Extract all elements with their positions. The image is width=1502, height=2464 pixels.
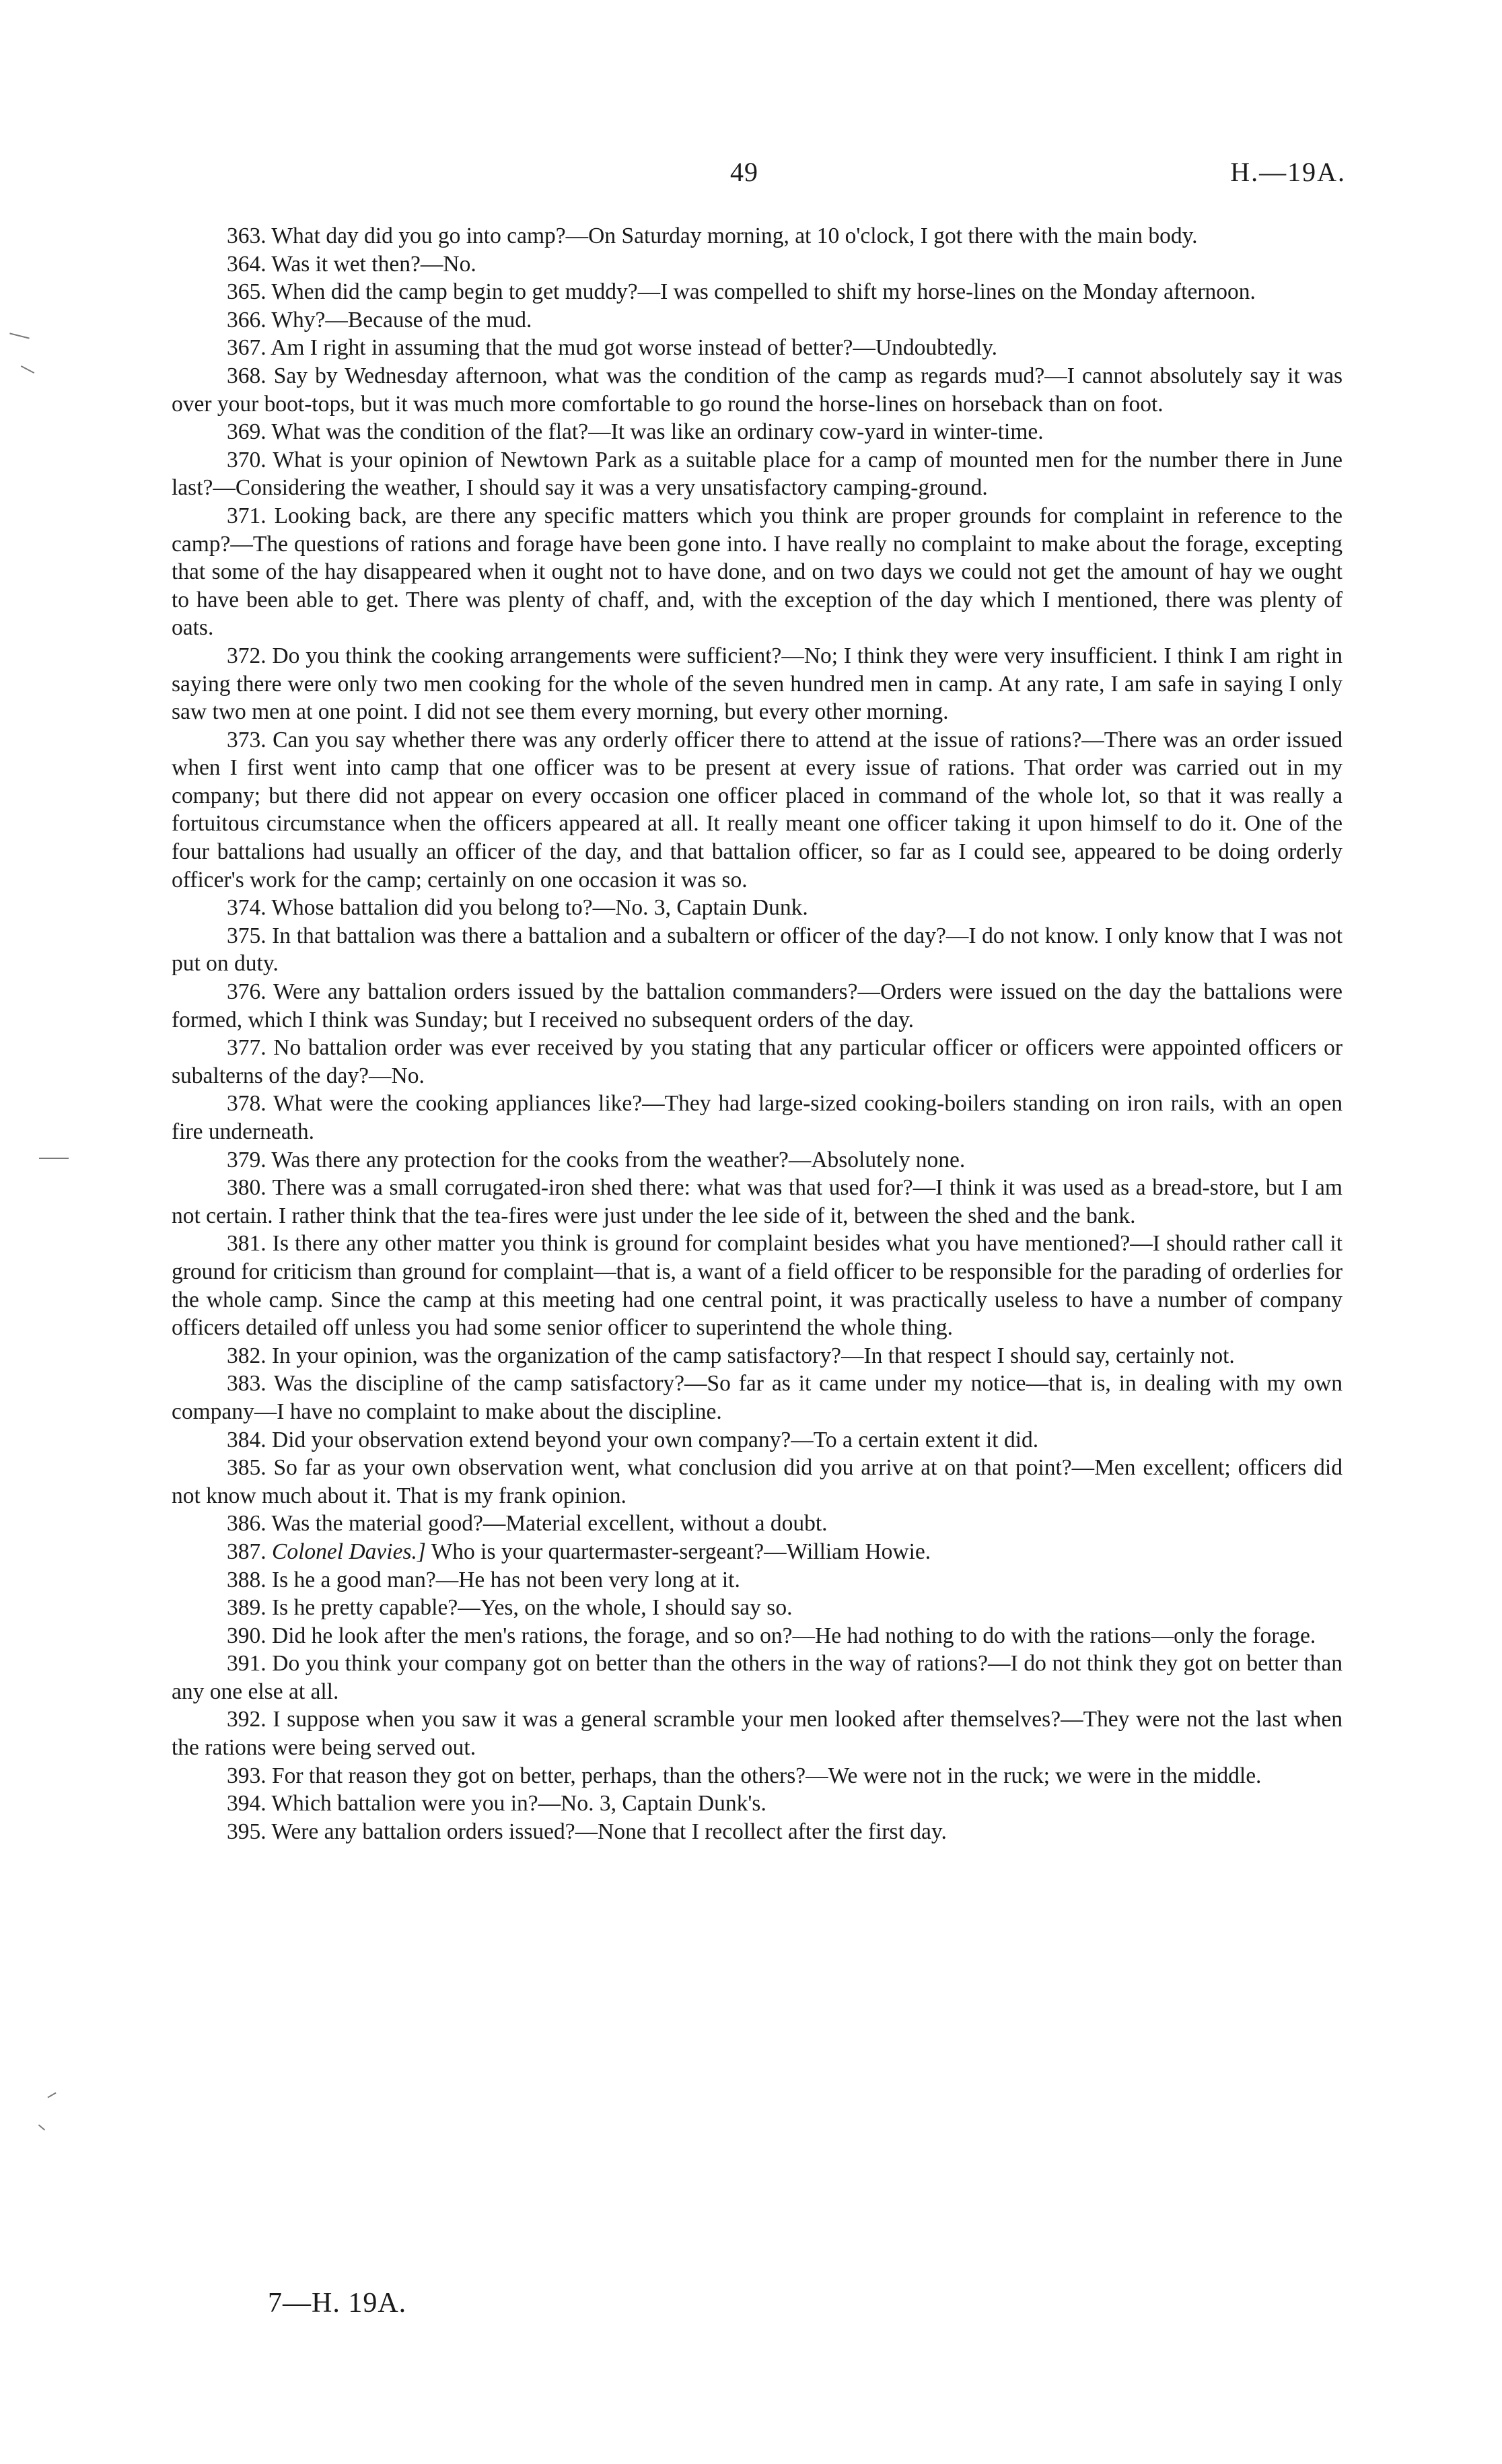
- margin-mark: [38, 2124, 45, 2130]
- question-paragraph: 363. What day did you go into camp?—On Saturday morning, at 10 o'clock, I got there with the main body.: [227, 223, 1198, 248]
- testimony-body: [172, 222, 1343, 1845]
- question-paragraph: 372. Do you think the cooking arrangements were sufficient?—No; I think they were very insufficient. I think I am right in saying there were only two men cooking for the whole of the seven hundred men in camp. At any rate, I am safe in saying I only saw two men at one point. I did not see them every morning, but every other morning.: [172, 643, 1343, 725]
- question-paragraph: 393. For that reason they got on better, perhaps, than the others?—We were not in the ruck; we were in the middle.: [227, 1763, 1262, 1788]
- question-paragraph: 368. Say by Wednesday afternoon, what was the condition of the camp as regards mud?—I cannot absolutely say it was over your boot-tops, but it was much more comfortable to go round the horse-lines on horseback than on foot.: [172, 363, 1343, 417]
- question-paragraph: 373. Can you say whether there was any orderly officer there to attend at the issue of rations?—There was an order issued when I first went into camp that one officer was to be present at every issue of rations. That order was carried out in my company; but there did not appear on every occasion one officer placed in command of the whole lot, so that it was really a fortuitous circumstance when the officers appeared at all. It really meant one officer taking it upon himself to do it. One of the four battalions had usually an officer of the day, and that battalion officer, so far as I could see, appeared to be doing orderly officer's work for the camp; certainly on one occasion it was so.: [172, 727, 1343, 892]
- question-paragraph: 379. Was there any protection for the cooks from the weather?—Absolutely none.: [227, 1147, 966, 1172]
- question-paragraph: 382. In your opinion, was the organization of the camp satisfactory?—In that respect I should say, certainly not.: [227, 1343, 1235, 1368]
- document-reference: H.—19A.: [1230, 157, 1346, 187]
- question-paragraph: 383. Was the discipline of the camp satisfactory?—So far as it came under my notice—that is, in dealing with my own company—I have no complaint to make about the discipline.: [172, 1371, 1343, 1424]
- question-paragraph: 370. What is your opinion of Newtown Park as a suitable place for a camp of mounted men for the number there in June last?—Considering the weather, I should say it was a very unsatisfactory camping-ground.: [172, 447, 1343, 501]
- question-text: Who is your quartermaster-sergeant?—William Howie.: [431, 1539, 931, 1564]
- question-paragraph: 377. No battalion order was ever received by you stating that any particular officer or officers were appointed officers or subalterns of the day?—No.: [172, 1035, 1343, 1088]
- margin-mark: [47, 2092, 56, 2099]
- question-paragraph: [172, 1538, 1343, 1566]
- question-paragraph: 365. When did the camp begin to get muddy?—I was compelled to shift my horse-lines on the Monday afternoon.: [227, 279, 1256, 305]
- question-paragraph: 367. Am I right in assuming that the mud got worse instead of better?—Undoubtedly.: [227, 335, 998, 361]
- question-paragraph: 386. Was the material good?—Material excellent, without a doubt.: [227, 1511, 828, 1537]
- question-paragraph: 395. Were any battalion orders issued?—None that I recollect after the first day.: [227, 1819, 947, 1844]
- question-paragraph: 369. What was the condition of the flat?—It was like an ordinary cow-yard in winter-time.: [227, 419, 1044, 445]
- question-paragraph: 385. So far as your own observation went, what conclusion did you arrive at on that point?—Men excellent; officers did not know much about it. That is my frank opinion.: [172, 1455, 1343, 1508]
- margin-mark: [39, 1158, 69, 1159]
- question-paragraph: 391. Do you think your company got on better than the others in the way of rations?—I do not think they got on better than any one else at all.: [172, 1651, 1343, 1704]
- question-paragraph: 364. Was it wet then?—No.: [227, 251, 476, 277]
- question-paragraph: 388. Is he a good man?—He has not been very long at it.: [227, 1567, 740, 1592]
- question-paragraph: 380. There was a small corrugated-iron shed there: what was that used for?—I think it was used as a bread-store, but I am not certain. I rather think that the tea-fires were just under the lee side of it, between the shed and the bank.: [172, 1175, 1343, 1228]
- page-number: 49: [730, 157, 758, 187]
- signature-reference: 7—H. 19A.: [268, 2288, 407, 2319]
- question-paragraph: 381. Is there any other matter you think is ground for complaint besides what you have mentioned?—I should rather call it ground for criticism than ground for complaint—that is, a want of a field officer to be responsible for the parading of orderlies for the whole camp. Since the camp at this meeting had one central point, it was practically useless to have a number of company officers detailed off unless you had some senior officer to superintend the whole thing.: [172, 1231, 1343, 1341]
- margin-mark: [9, 332, 30, 339]
- question-paragraph: 390. Did he look after the men's rations, the forage, and so on?—He had nothing to do with the rations—only the forage.: [227, 1623, 1316, 1648]
- question-paragraph: 392. I suppose when you saw it was a general scramble your men looked after themselves?—They were not the last when the rations were being served out.: [172, 1707, 1343, 1761]
- question-paragraph: 375. In that battalion was there a battalion and a subaltern or officer of the day?—I do not know. I only know that I was not put on duty.: [172, 923, 1343, 977]
- question-paragraph: 378. What were the cooking appliances like?—They had large-sized cooking-boilers standing on iron rails, with an open fire underneath.: [172, 1091, 1343, 1144]
- question-paragraph: 371. Looking back, are there any specific matters which you think are proper grounds for complaint in reference to the camp?—The questions of rations and forage have been gone into. I have really no complaint to make about the forage, excepting that some of the hay disappeared when it ought not to have done, and on two days we could not get the amount of hay we ought to have been able to get. There was plenty of chaff, and, with the exception of the day which I mentioned, there was plenty of oats.: [172, 503, 1343, 641]
- margin-mark: [21, 365, 34, 374]
- question-paragraph: 394. Which battalion were you in?—No. 3, Captain Dunk's.: [227, 1791, 766, 1817]
- question-number: 387.: [227, 1539, 266, 1564]
- speaker-name: Colonel Davies.]: [272, 1539, 426, 1564]
- question-paragraph: 376. Were any battalion orders issued by the battalion commanders?—Orders were issued on the day the battalions were formed, which I think was Sunday; but I received no subsequent orders of the day.: [172, 979, 1343, 1032]
- question-paragraph: 366. Why?—Because of the mud.: [227, 307, 532, 332]
- question-paragraph: 384. Did your observation extend beyond your own company?—To a certain extent it did.: [227, 1427, 1039, 1452]
- question-paragraph: 389. Is he pretty capable?—Yes, on the whole, I should say so.: [227, 1595, 793, 1621]
- question-paragraph: 374. Whose battalion did you belong to?—No. 3, Captain Dunk.: [227, 895, 808, 921]
